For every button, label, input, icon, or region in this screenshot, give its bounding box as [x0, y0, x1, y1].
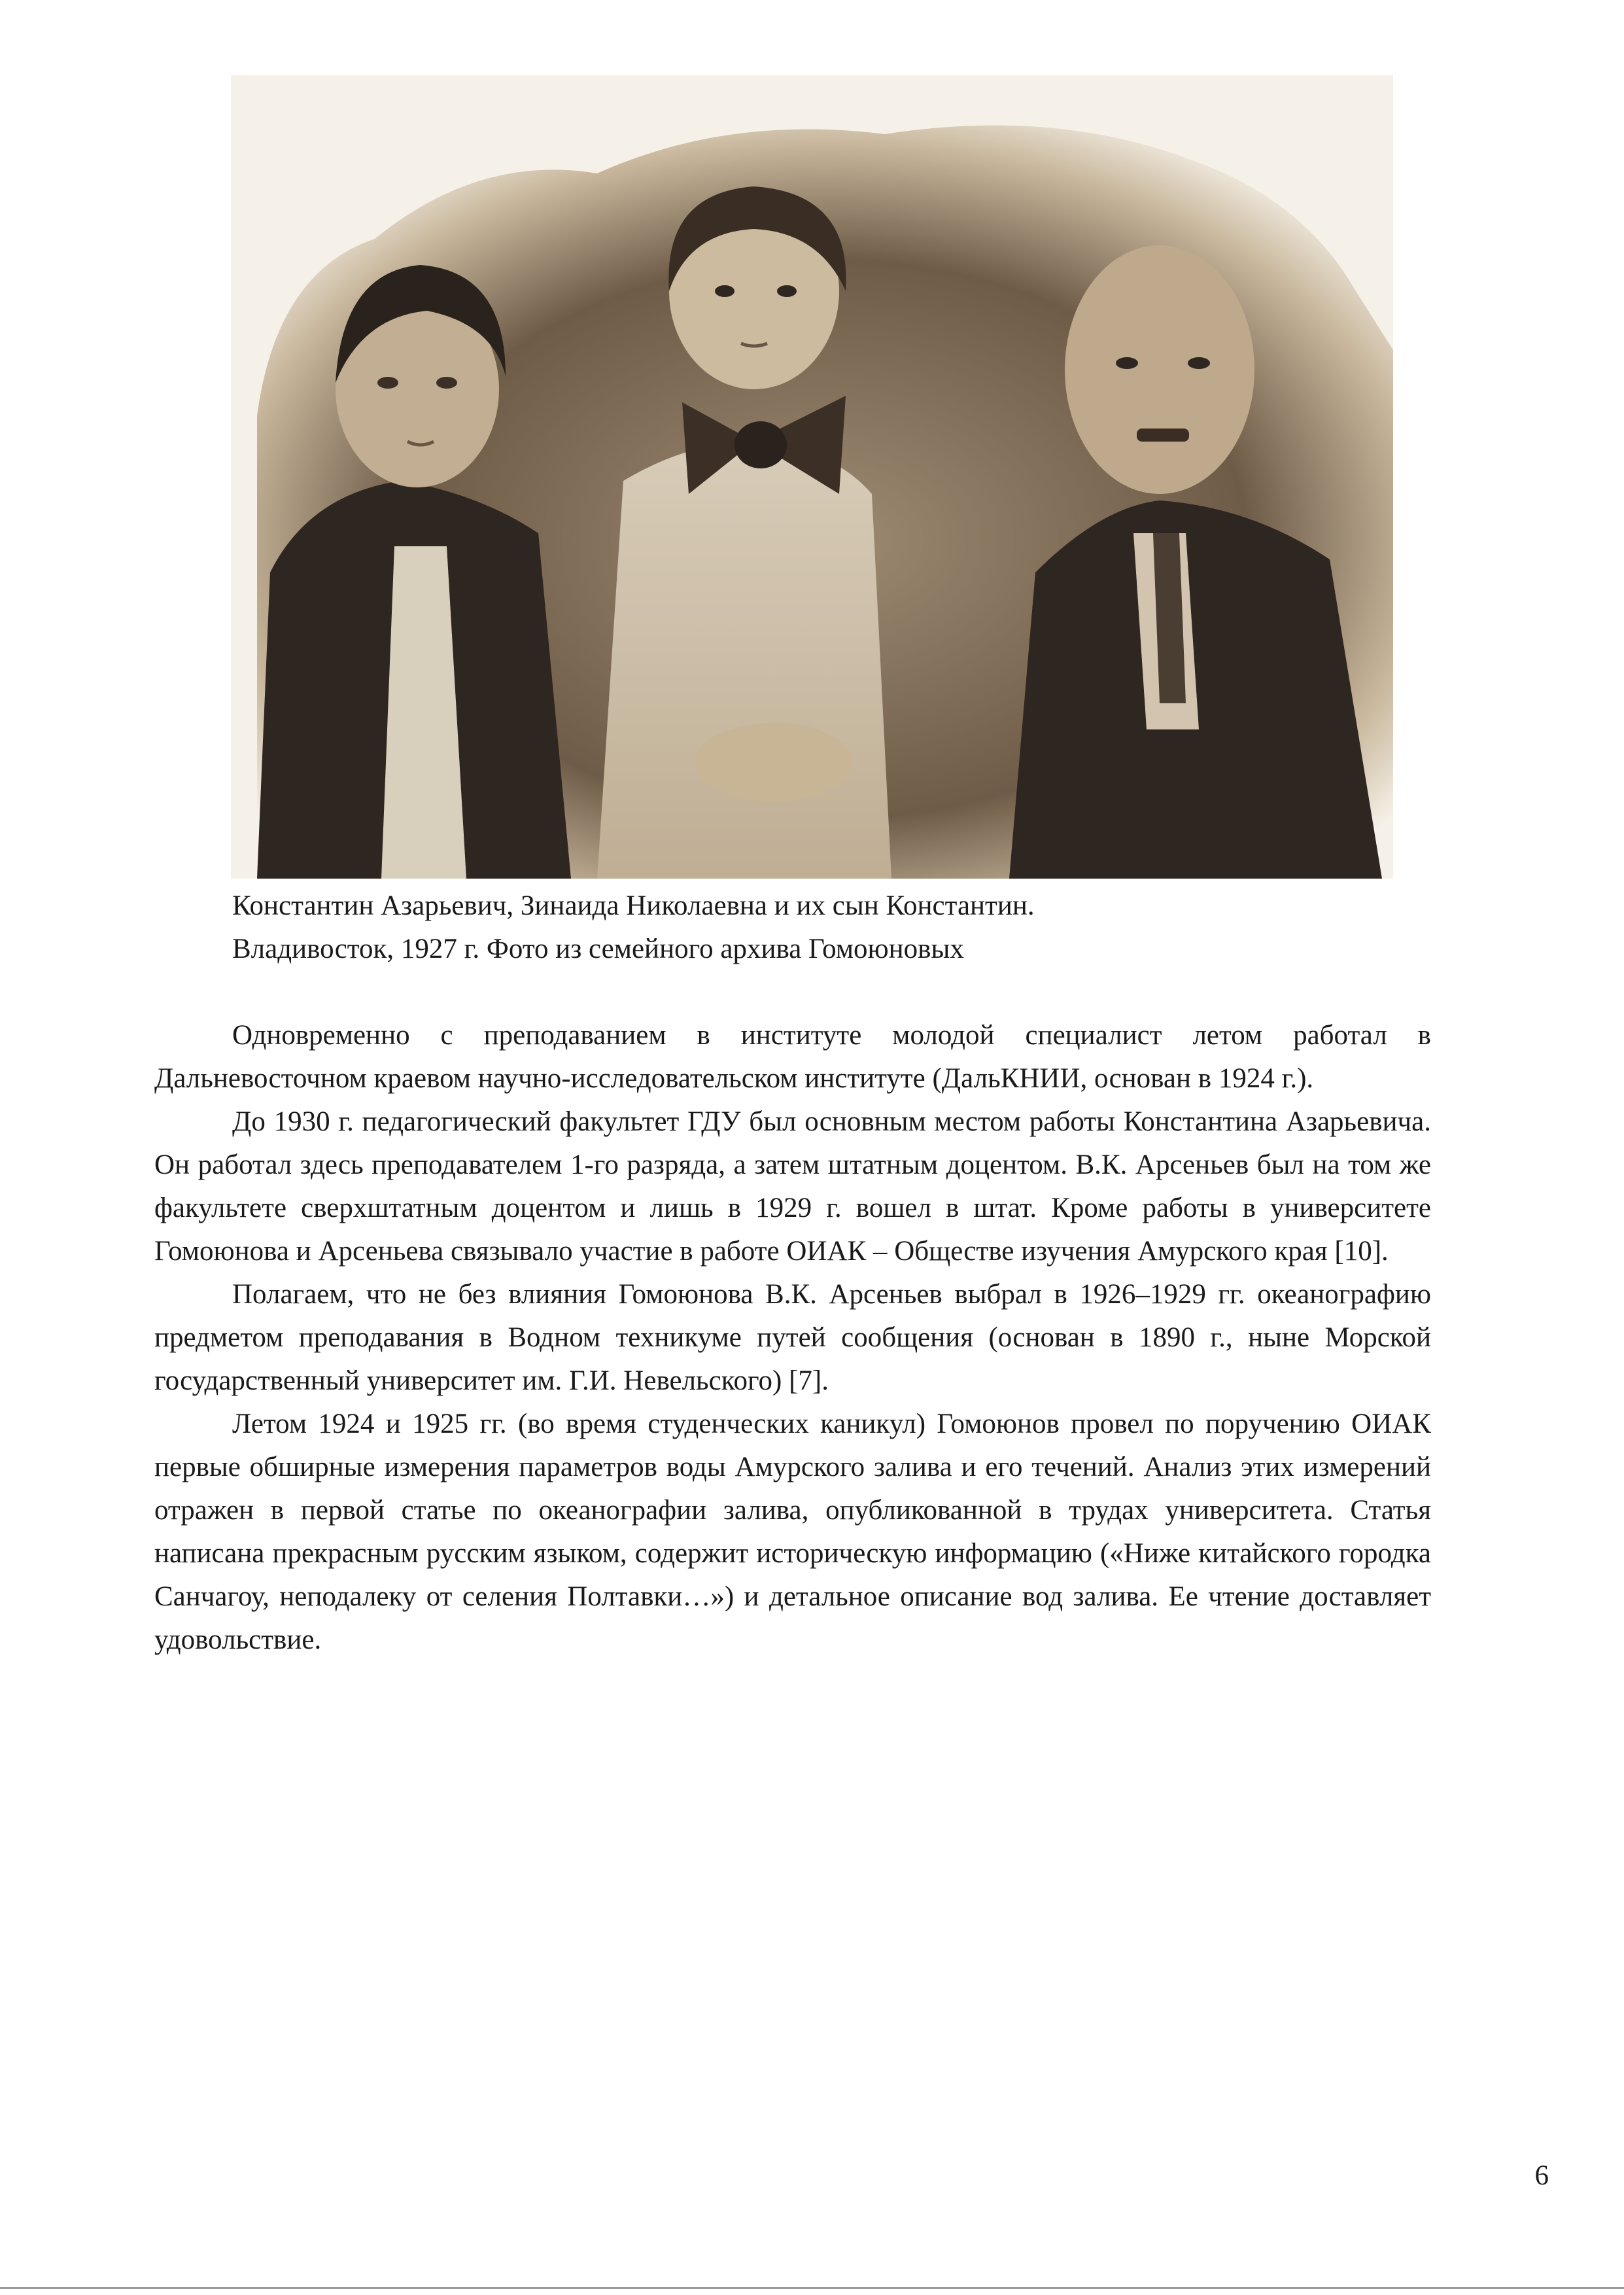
paragraph-1: Одновременно с преподаванием в институте молодой специалист летом работал в Дальневосточном краевом научно-исследовательском институте (ДальКНИИ, основан в 1924 г.).	[154, 1020, 1431, 1094]
family-portrait-photo	[231, 75, 1393, 879]
photo-caption	[232, 885, 1475, 971]
article-body	[154, 1014, 1431, 1662]
paragraph-3: Полагаем, что не без влияния Гомоюнова В.К. Арсеньев выбрал в 1926–1929 гг. океанографию предметом преподавания в Водном техникуме путей сообщения (основан в 1890 г., ныне Морской государственный университет им. Г.И. Невельского) [7].	[154, 1279, 1431, 1396]
page-number: 6	[1534, 2160, 1549, 2191]
paragraph-2: До 1930 г. педагогический факультет ГДУ был основным местом работы Константина Азарьевича. Он работал здесь преподавателем 1-го разряда, а затем штатным доцентом. В.К. Арсеньев был на том же факультете сверхштатным доцентом и лишь в 1929 г. вошел в штат. Кроме работы в университете Гомоюнова и Арсеньева связывало участие в работе ОИАК – Обществе изучения Амурского края [10].	[154, 1106, 1431, 1267]
bottom-divider	[0, 2287, 1624, 2289]
caption-line-1: Константин Азарьевич, Зинаида Николаевна и их сын Константин.	[232, 890, 1035, 921]
caption-line-2: Владивосток, 1927 г. Фото из семейного архива Гомоюновых	[232, 934, 964, 964]
paragraph-4: Летом 1924 и 1925 гг. (во время студенческих каникул) Гомоюнов провел по поручению ОИАК первые обширные измерения параметров воды Амурского залива и его течений. Анализ этих измерений отражен в первой статье по океанографии залива, опубликованной в трудах университета. Статья написана прекрасным русским языком, содержит историческую информацию («Ниже китайского городка Санчагоу, неподалеку от селения Полтавки…») и детальное описание вод залива. Ее чтение доставляет удовольствие.	[154, 1409, 1431, 1655]
